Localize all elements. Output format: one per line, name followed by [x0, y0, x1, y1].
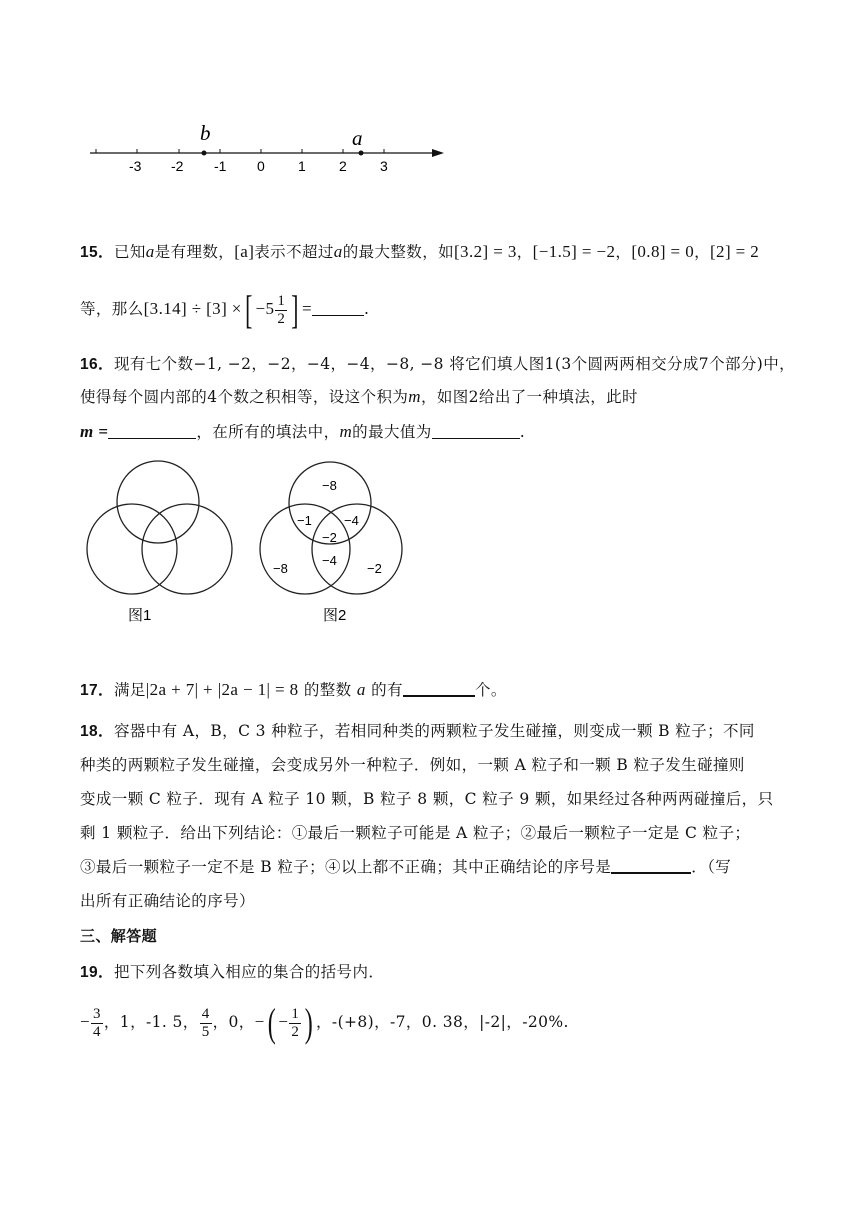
- label-a: a: [352, 126, 363, 150]
- venn-figure-2: [255, 460, 415, 630]
- venn-figure-1: [80, 460, 240, 630]
- region-value: −8: [322, 478, 337, 493]
- q17-line: 17．满足|2a + 7| + |2a − 1| = 8 的整数 a 的有 个。: [80, 680, 507, 699]
- circle-top: [117, 461, 199, 543]
- q16-line2: 使得每个圆内部的4个数之积相等，设这个积为m，如图2给出了一种填法，此时: [80, 387, 638, 406]
- question-number: 18．: [80, 723, 114, 740]
- question-number: 17．: [80, 682, 114, 699]
- q18-line1: 18．容器中有 A，B，C 3 种粒子，若相同种类的两颗粒子发生碰撞，则变成一颗 B 粒子；不同: [80, 722, 755, 740]
- example-3: [0.8] = 0: [631, 242, 695, 261]
- tick-label: -2: [171, 158, 184, 174]
- region-value: −4: [322, 553, 337, 568]
- q18-line6: 出所有正确结论的序号）: [80, 892, 255, 910]
- tick-label: -1: [214, 158, 227, 174]
- tick-label: 3: [380, 158, 388, 174]
- fraction: $\frac{1}{2}$: [277, 292, 286, 327]
- answer-blank[interactable]: [403, 681, 475, 697]
- tick-label: 2: [339, 158, 347, 174]
- number-line-arrow: [432, 149, 444, 157]
- question-number: 19．: [80, 964, 114, 981]
- number-line-figure: [86, 120, 446, 182]
- q15-line2: 等，那么[3.14] ÷ [3] ×[ −5 $\frac{1}{2}$ ] = .: [80, 287, 370, 332]
- point-b: [202, 151, 207, 156]
- q19-line1: 19．把下列各数填入相应的集合的括号内．: [80, 963, 385, 981]
- q16-line1: 16．现有七个数−1, −2，−2，−4，−4，−8, −8 将它们填人图1(3个圆两两相交分成7个部分)中，: [80, 355, 796, 373]
- region-value: −2: [367, 561, 382, 576]
- answer-blank[interactable]: [108, 424, 196, 439]
- q17-expression: |2a + 7| + |2a − 1| = 8: [145, 680, 299, 699]
- q19-numbers: − $\frac{3}{4}$ ，1，-1. 5， $\frac{4}{5}$ ，0，−( − $\frac{1}{2}$ ) ，-(+8)，-7，0. 38，|-2|，-20%.: [80, 1000, 569, 1045]
- region-value: −8: [273, 561, 288, 576]
- answer-blank[interactable]: [432, 424, 520, 439]
- tick-label: -3: [129, 158, 142, 174]
- tick-label: 1: [298, 158, 306, 174]
- label-b: b: [200, 121, 211, 145]
- question-number: 15．: [80, 244, 114, 261]
- fraction: $\frac{3}{4}$: [93, 1005, 101, 1040]
- example-1: [3.2] = 3: [454, 242, 517, 261]
- answer-blank[interactable]: [611, 858, 691, 874]
- q18-line3: 变成一颗 C 粒子．现有 A 粒子 10 颗，B 粒子 8 颗，C 粒子 9 颗，如果经过各种两两碰撞后，只: [80, 790, 774, 808]
- answer-blank[interactable]: [312, 301, 364, 316]
- q15-line1: 15．已知a是有理数，[a]表示不超过a的最大整数，如[3.2] = 3，[−1.5] = −2，[0.8] = 0，[2] = 2: [80, 242, 760, 261]
- q16-line3: m = ，在所有的填法中，m的最大值为 .: [80, 422, 526, 441]
- example-4: [2] = 2: [710, 242, 760, 261]
- tick-label: 0: [257, 158, 265, 174]
- q15-expression: [3.14] ÷ [3] ×: [143, 299, 242, 318]
- q18-line4: 剩 1 颗粒子．给出下列结论：①最后一颗粒子可能是 A 粒子；②最后一颗粒子一定是 C 粒子；: [80, 824, 751, 842]
- question-number: 16．: [80, 356, 114, 373]
- section-title: 三、解答题: [80, 927, 158, 945]
- example-2: [−1.5] = −2: [532, 242, 616, 261]
- fraction: $\frac{1}{2}$: [291, 1005, 300, 1040]
- figure-caption: 图2: [323, 607, 347, 624]
- region-value: −4: [344, 513, 359, 528]
- q18-line2: 种类的两颗粒子发生碰撞，会变成另外一种粒子．例如，一颗 A 粒子和一颗 B 粒子发生碰撞则: [80, 756, 745, 774]
- q18-line5: ③最后一颗粒子一定不是 B 粒子；④以上都不正确；其中正确结论的序号是 ．（写: [80, 858, 732, 876]
- figure-caption: 图1: [128, 607, 152, 624]
- region-value: −1: [297, 513, 312, 528]
- point-a: [359, 151, 364, 156]
- fraction: $\frac{4}{5}$: [201, 1005, 210, 1040]
- circle-left: [87, 504, 177, 594]
- region-value: −2: [322, 530, 337, 545]
- circle-right: [142, 504, 232, 594]
